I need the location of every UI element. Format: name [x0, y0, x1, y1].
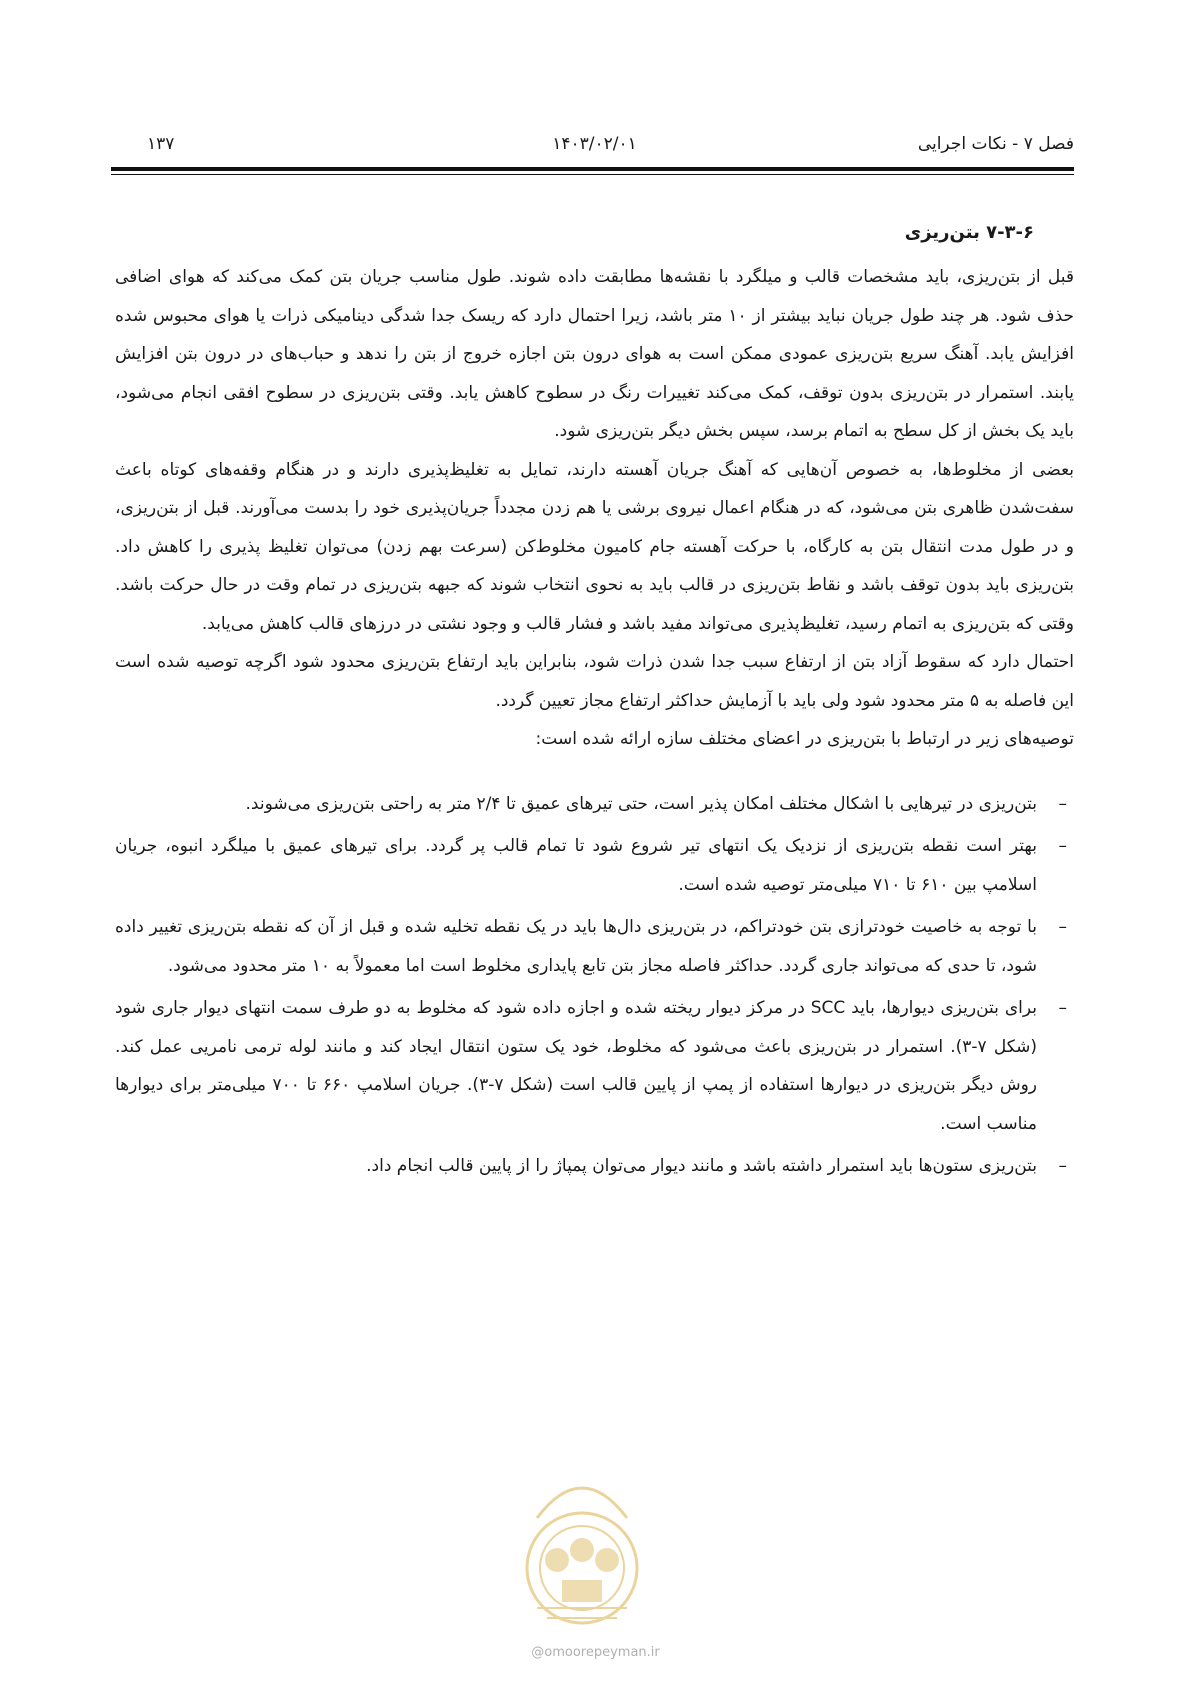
paragraph: احتمال دارد که سقوط آزاد بتن از ارتفاع سبب جدا شدن ذرات شود، بنابراین باید ارتفاع بتن‌ریزی محدود شود اگرچه توصیه شده است این فاصله به ۵ متر محدود شود ولی باید با آزمایش حداکثر ارتفاع مجاز تعیین گردد. — [115, 652, 1074, 711]
recommendations-list — [115, 785, 1074, 1186]
list-item-text: بهتر است نقطه بتن‌ریزی از نزدیک یک انتهای تیر شروع شود تا تمام قالب پر گردد. برای تیرهای عمیق با میلگرد انبوه، جریان اسلامپ بین ۶۱۰ تا ۷۱۰ میلی‌متر توصیه شده است. — [115, 836, 1037, 895]
header-rule-thin — [111, 174, 1074, 175]
paragraph: توصیه‌های زیر در ارتباط با بتن‌ریزی در اعضای مختلف سازه ارائه شده است: — [535, 729, 1074, 749]
bullet-dash-icon: – — [1058, 1156, 1067, 1176]
chapter-title: فصل ۷ - نکات اجرایی — [917, 134, 1074, 154]
page-header — [115, 124, 1074, 160]
list-item-text: با توجه به خاصیت خودترازی بتن خودتراکم، در بتن‌ریزی دال‌ها باید در یک نقطه تخلیه شده و قبل از آن که نقطه بتن‌ریزی تغییر داده شود، تا حدی که می‌تواند جاری گردد. حداکثر فاصله مجاز بتن تابع پایداری مخلوط است اما معمولاً به ۱۰ متر محدود می‌شود. — [115, 917, 1037, 976]
page-content — [115, 218, 1074, 1190]
page-number: ۱۳۷ — [147, 134, 175, 154]
paragraph: بعضی از مخلوط‌ها، به خصوص آن‌هایی که آهنگ جریان آهسته دارند، تمایل به تغلیظ‌پذیری دارند و در هنگام وقفه‌های کوتاه باعث سفت‌شدن ظاهری بتن می‌شود، که در هنگام اعمال نیروی برشی یا هم زدن مجدداً جریان‌پذیری خود را بدست می‌آورند. قبل از بتن‌ریزی، و در طول مدت انتقال بتن به کارگاه، با حرکت آهسته جام کامیون مخلوط‌کن (سرعت بهم زدن) می‌توان تغلیظ پذیری را کاهش داد. بتن‌ریزی باید بدون توقف باشد و نقاط بتن‌ریزی در قالب باید به نحوی انتخاب شوند که جبهه بتن‌ریزی در تمام وقت در حال حرکت باشد. وقتی که بتن‌ریزی به اتمام رسید، تغلیظ‌پذیری می‌تواند مفید باشد و فشار قالب و وجود نشتی در درزهای قالب کاهش می‌یابد. — [115, 459, 1074, 634]
bullet-dash-icon: – — [1058, 793, 1067, 814]
list-item-text: بتن‌ریزی در تیرهایی با اشکال مختلف امکان پذیر است، حتی تیرهای عمیق تا ۲/۴ متر به راحتی بتن‌ریزی می‌شوند. — [245, 793, 1037, 814]
list-item — [115, 908, 1074, 985]
bullet-dash-icon: – — [1058, 998, 1067, 1018]
header-rule-thick — [111, 167, 1074, 171]
list-item-text: بتن‌ریزی ستون‌ها باید استمرار داشته باشد و مانند دیوار می‌توان پمپاژ را از پایین قالب انجام داد. — [366, 1156, 1037, 1176]
header-date: ۱۴۰۳/۰۲/۰۱ — [552, 134, 637, 154]
list-item — [115, 1147, 1074, 1186]
section-title: ۷-۳-۶ بتن‌ریزی — [904, 222, 1034, 243]
watermark-logo-icon — [507, 1448, 657, 1638]
bullet-dash-icon: – — [1058, 917, 1067, 937]
paragraph: قبل از بتن‌ریزی، باید مشخصات قالب و میلگرد با نقشه‌ها مطابقت داده شوند. طول مناسب جریان بتن کمک می‌کند که هوای اضافی حذف شود. هر چند طول جریان نباید بیشتر از ۱۰ متر باشد، زیرا احتمال دارد که ریسک جدا شدگی دینامیکی ذرات یا هوای محبوس شده افزایش یابد. آهنگ سریع بتن‌ریزی عمودی ممکن است به هوای درون بتن اجازه خروج از بتن را ندهد و حباب‌های در درون بتن افزایش یابند. استمرار در بتن‌ریزی بدون توقف، کمک می‌کند تغییرات رنگ در سطوح کاهش یابد. وقتی بتن‌ریزی در سطوح افقی انجام می‌شود، باید یک بخش از کل سطح به اتمام برسد، سپس بخش دیگر بتن‌ریزی شود. — [115, 267, 1075, 441]
list-item — [115, 785, 1074, 824]
bullet-dash-icon: – — [1058, 836, 1067, 856]
list-item — [115, 989, 1074, 1143]
watermark-url: @omoorepeyman.ir — [531, 1645, 660, 1660]
list-item — [115, 827, 1074, 904]
list-item-text: برای بتن‌ریزی دیوارها، باید SCC در مرکز دیوار ریخته شده و اجازه داده شود که مخلوط به دو طرف سمت انتهای دیوار جاری شود (شکل ۷-۳). استمرار در بتن‌ریزی باعث می‌شود که مخلوط، خود یک ستون انتقال ایجاد کند و مانند لوله ترمی نامریی عمل کند. روش دیگر بتن‌ریزی در دیوارها استفاده از پمپ از پایین قالب است (شکل ۷-۳). جریان اسلامپ ۶۶۰ تا ۷۰۰ میلی‌متر برای دیوارها مناسب است. — [115, 998, 1038, 1134]
